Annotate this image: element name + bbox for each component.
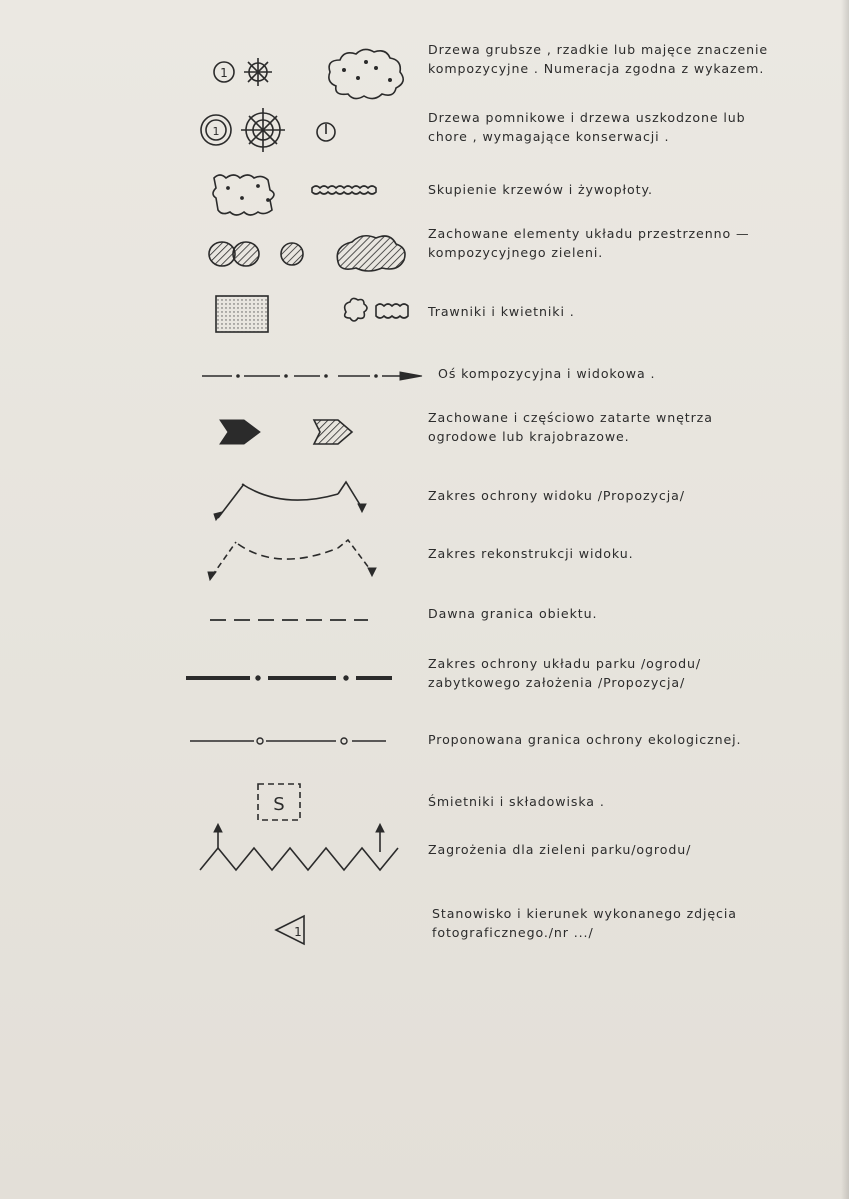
- legend-text-photo-position: Stanowisko i kierunek wykonanego zdjęcia fotograficznego./nr .../: [432, 906, 737, 940]
- legend-text-lawns: Trawniki i kwietniki .: [428, 304, 575, 319]
- tree-symbol-1: [180, 36, 420, 92]
- monument-tree-symbol: [180, 104, 420, 154]
- dump-symbol: [180, 780, 420, 824]
- lawn-symbol: [180, 290, 420, 334]
- legend-text-dumps: Śmietniki i składowiska .: [428, 794, 605, 809]
- legend-text-park-protection: Zakres ochrony układu parku /ogrodu/ zabytkowego założenia /Propozycja/: [428, 656, 702, 690]
- legend-text-former-boundary: Dawna granica obiektu.: [428, 606, 598, 621]
- legend-text-shrubs: Skupienie krzewów i żywopłoty.: [428, 182, 653, 197]
- svg-text:S: S: [273, 794, 285, 815]
- preserved-elements-symbol: [180, 228, 420, 278]
- interiors-symbol: [180, 412, 420, 452]
- legend-text-threats: Zagrożenia dla zieleni parku/ogrodu/: [428, 842, 692, 857]
- svg-text:1: 1: [294, 925, 302, 939]
- shrub-hedge-symbol: [180, 166, 420, 216]
- legend-text-interiors: Zachowane i częściowo zatarte wnętrza ogrodowe lub krajobrazowe.: [428, 410, 713, 444]
- view-reconstruction-symbol: [180, 532, 420, 584]
- ecological-boundary-symbol: [180, 730, 420, 752]
- park-protection-symbol: [180, 666, 420, 690]
- legend-text-preserved: Zachowane elementy układu przestrzenno — kompozycyjnego zieleni.: [428, 226, 750, 260]
- threats-symbol: [180, 822, 420, 876]
- legend-text-ecological-boundary: Proponowana granica ochrony ekologicznej.: [428, 732, 742, 747]
- svg-text:1: 1: [220, 66, 228, 80]
- legend-text-axis: Oś kompozycyjna i widokowa .: [438, 366, 656, 381]
- legend-text-view-protection: Zakres ochrony widoku /Propozycja/: [428, 488, 685, 503]
- axis-symbol: [180, 362, 420, 388]
- photo-position-symbol: [180, 910, 420, 950]
- svg-text:1: 1: [212, 125, 220, 138]
- view-protection-symbol: [180, 470, 420, 526]
- legend-text-trees: Drzewa grubsze , rzadkie lub majęce znaczenie kompozycyjne . Numeracja zgodna z wykazem.: [428, 42, 769, 76]
- legend-text-monument-trees: Drzewa pomnikowe i drzewa uszkodzone lub chore , wymagające konserwacji .: [428, 110, 746, 144]
- former-boundary-symbol: [180, 610, 420, 630]
- legend-text-view-reconstruction: Zakres rekonstrukcji widoku.: [428, 546, 634, 561]
